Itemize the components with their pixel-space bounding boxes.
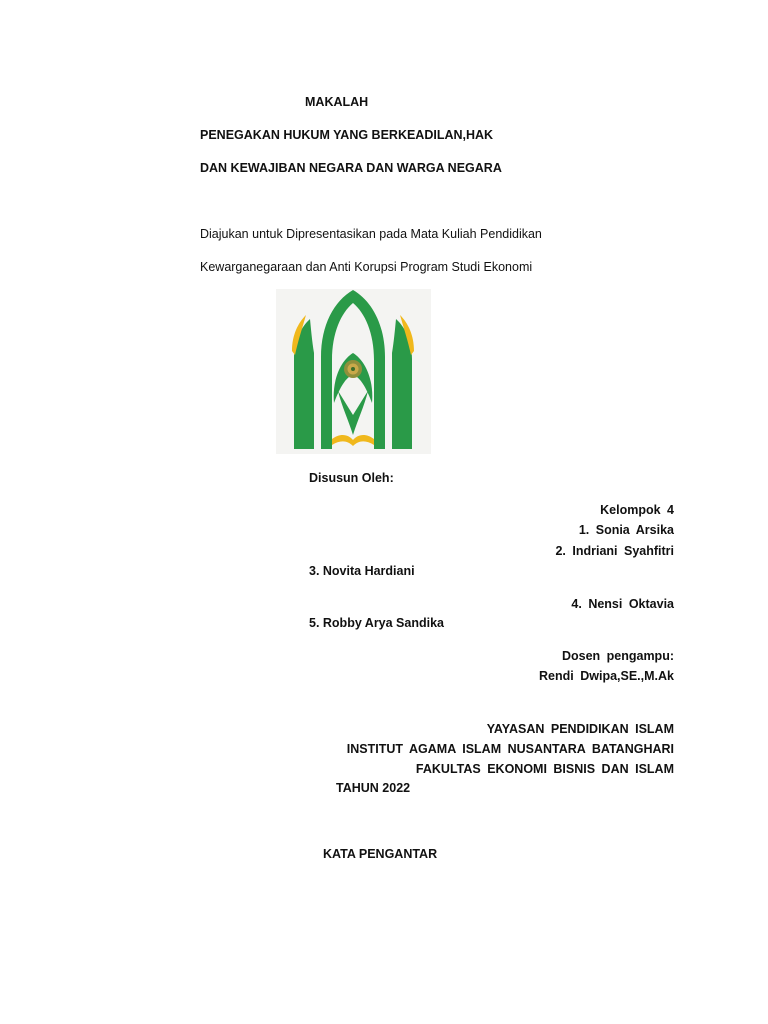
next-section-heading: KATA PENGANTAR [323, 847, 438, 861]
foundation-name: YAYASAN PENDIDIKAN ISLAM [486, 722, 674, 736]
member-3: 3. Novita Hardiani [309, 564, 415, 578]
title-line-2: DAN KEWAJIBAN NEGARA DAN WARGA NEGARA [200, 161, 502, 175]
purpose-line-2: Kewarganegaraan dan Anti Korupsi Program Studi Ekonomi [200, 260, 533, 274]
year-label: TAHUN 2022 [336, 781, 411, 795]
member-1: 1. Sonia Arsika [578, 523, 674, 537]
lecturer-label: Dosen pengampu: [561, 649, 674, 663]
group-label: Kelompok 4 [600, 503, 674, 517]
university-emblem-icon [276, 289, 431, 454]
lecturer-name: Rendi Dwipa,SE.,M.Ak [539, 669, 674, 683]
document-type: MAKALAH [305, 95, 369, 109]
institute-name: INSTITUT AGAMA ISLAM NUSANTARA BATANGHARI [346, 742, 674, 756]
university-logo [276, 289, 431, 454]
purpose-line-1: Diajukan untuk Dipresentasikan pada Mata Kuliah Pendidikan [200, 227, 542, 241]
member-2: 2. Indriani Syahfitri [555, 544, 674, 558]
faculty-name: FAKULTAS EKONOMI BISNIS DAN ISLAM [415, 762, 674, 776]
prepared-by-label: Disusun Oleh: [309, 471, 394, 485]
member-4: 4. Nensi Oktavia [571, 597, 674, 611]
member-5: 5. Robby Arya Sandika [309, 616, 444, 630]
title-line-1: PENEGAKAN HUKUM YANG BERKEADILAN,HAK [200, 128, 494, 142]
